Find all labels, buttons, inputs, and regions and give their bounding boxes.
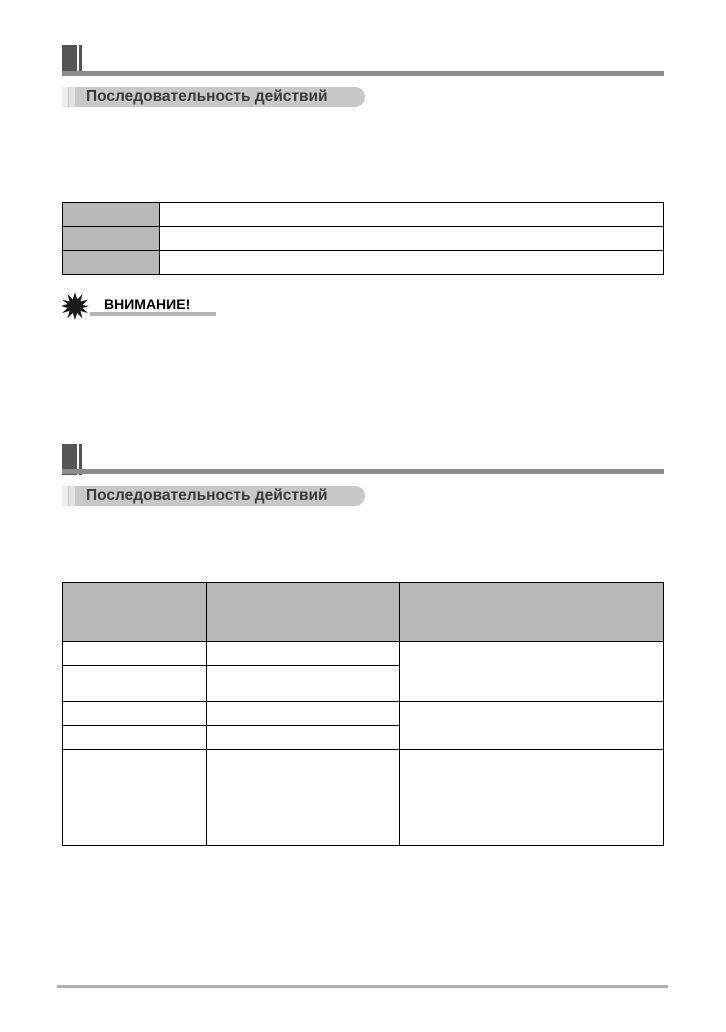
table-1-header-cell xyxy=(63,203,160,227)
section-1-procedure-label: Последовательность действий xyxy=(86,88,328,105)
table-1-cell xyxy=(160,251,664,275)
table-1-row xyxy=(63,203,664,227)
table-1-header-cell xyxy=(63,251,160,275)
footer-rule xyxy=(57,985,668,988)
table-2-cell xyxy=(207,750,400,846)
table-2-cell xyxy=(63,750,207,846)
table-2-merged-cell xyxy=(400,642,664,702)
table-1-cell xyxy=(160,227,664,251)
table-2-merged-cell xyxy=(400,702,664,750)
section-2-rule xyxy=(62,469,664,474)
table-2 xyxy=(62,582,664,846)
table-1 xyxy=(62,202,664,275)
section-2-procedure-pill xyxy=(62,486,365,506)
table-2-cell xyxy=(63,702,207,726)
table-2-row xyxy=(63,750,664,846)
table-1-header-cell xyxy=(63,227,160,251)
section-2-procedure-label: Последовательность действий xyxy=(86,487,328,504)
warning-burst-icon xyxy=(61,292,89,320)
table-2-cell xyxy=(63,726,207,750)
table-2-cell xyxy=(63,666,207,702)
table-2-header-cell xyxy=(207,583,400,642)
table-2-header-cell xyxy=(63,583,207,642)
table-2-header-row xyxy=(63,583,664,642)
table-1-row xyxy=(63,251,664,275)
table-1-row xyxy=(63,227,664,251)
table-2-cell xyxy=(400,750,664,846)
table-2-row xyxy=(63,642,664,666)
table-2-header-cell xyxy=(400,583,664,642)
table-2-cell xyxy=(207,642,400,666)
warning-label: ВНИМАНИЕ! xyxy=(104,296,191,312)
table-2-cell xyxy=(207,726,400,750)
warning-underline xyxy=(90,312,216,316)
section-1-rule xyxy=(62,71,664,76)
table-2-cell xyxy=(207,666,400,702)
table-2-cell xyxy=(63,642,207,666)
table-2-cell xyxy=(207,702,400,726)
table-1-cell xyxy=(160,203,664,227)
section-1-procedure-pill xyxy=(62,87,365,107)
table-2-row xyxy=(63,702,664,726)
